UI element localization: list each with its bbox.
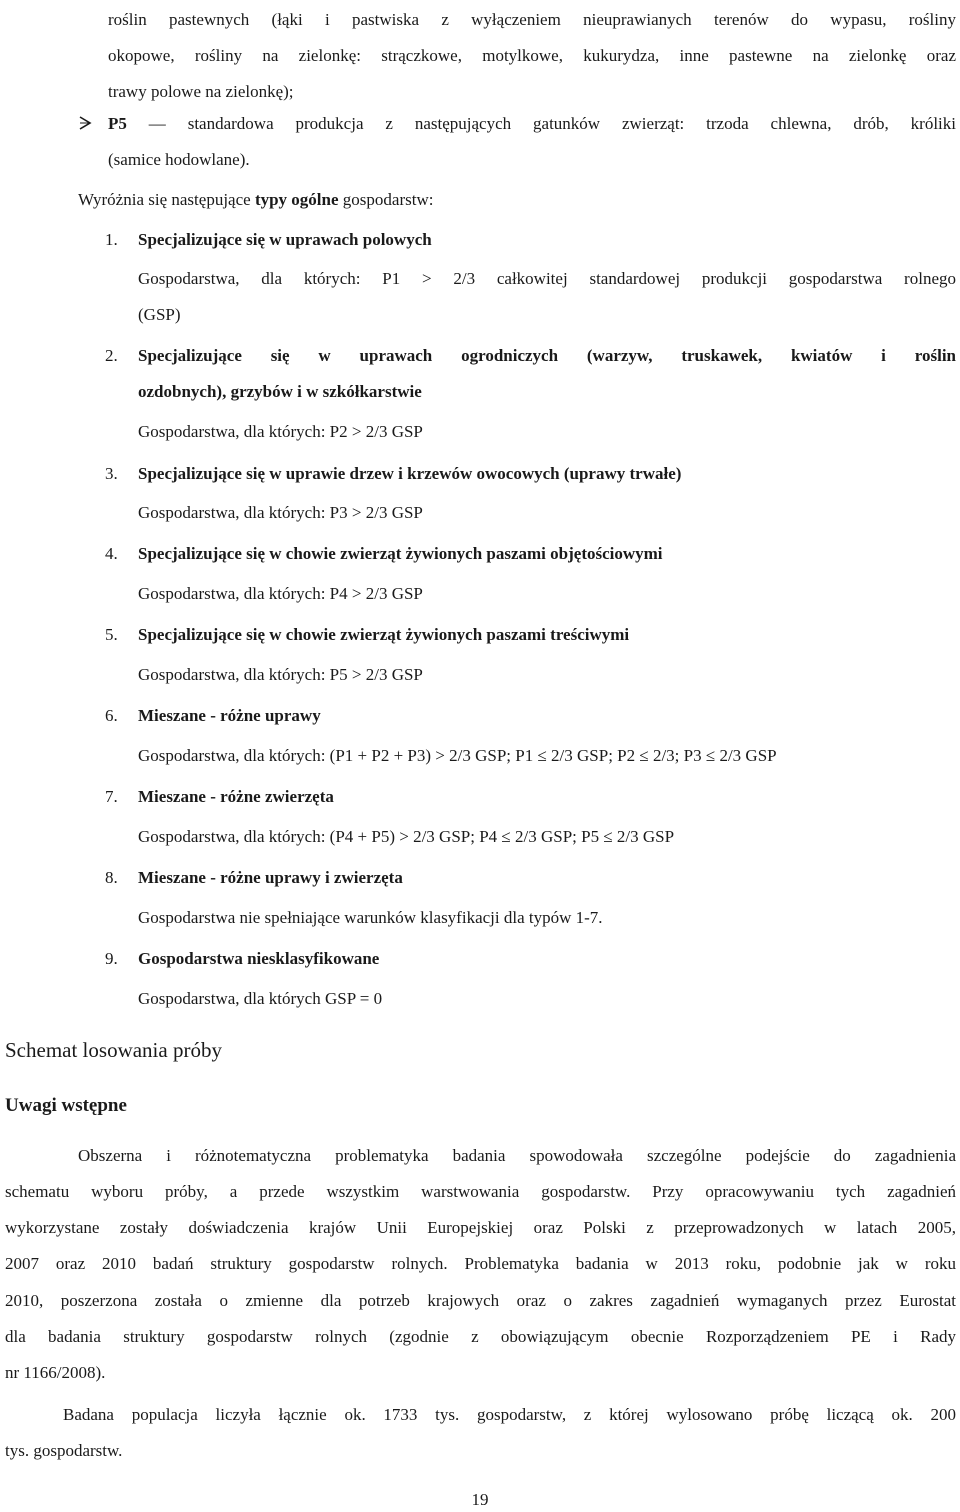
bullet-item-p5	[78, 112, 92, 136]
type-desc: Gospodarstwa, dla których: (P1 + P2 + P3) > 2/3 GSP; P1 ≤ 2/3 GSP; P2 ≤ 2/3; P3 ≤ 2/3 GSP	[138, 746, 777, 765]
type-number: 6.	[105, 706, 118, 725]
intro-line	[78, 188, 433, 212]
subsection-heading: Uwagi wstępne	[5, 1095, 127, 1116]
intro-text: gospodarstw:	[338, 190, 434, 209]
bullet-line	[108, 112, 956, 136]
type-desc: Gospodarstwa, dla których: (P4 + P5) > 2/3 GSP; P4 ≤ 2/3 GSP; P5 ≤ 2/3 GSP	[138, 827, 675, 846]
paragraph-line: dla badania struktury gospodarstw rolnych (zgodnie z obowiązującym obecnie Rozporządzeniem PE i Rady	[5, 1327, 956, 1346]
type-desc: Gospodarstwa, dla których: P4 > 2/3 GSP	[138, 584, 423, 603]
p5-text: — standardowa produkcja z następujących gatunków zwierząt: trzoda chlewna, drób, króliki	[126, 114, 956, 133]
text-line: roślin pastewnych (łąki i pastwiska z wyłączeniem nieuprawianych terenów do wypasu, rośliny	[108, 10, 956, 29]
type-number: 5.	[105, 625, 118, 644]
type-number: 7.	[105, 787, 118, 806]
type-desc: (GSP)	[138, 305, 181, 324]
type-desc: Gospodarstwa, dla których: P5 > 2/3 GSP	[138, 665, 423, 684]
type-title: Specjalizujące się w uprawie drzew i krzewów owocowych (uprawy trwałe)	[138, 464, 682, 483]
section-heading: Schemat losowania próby	[5, 1038, 222, 1062]
type-title: Specjalizujące się w uprawach polowych	[138, 230, 432, 249]
type-title: Specjalizujące się w chowie zwierząt żywionych paszami objętościowymi	[138, 544, 663, 563]
paragraph-line: schematu wyboru próby, a przede wszystkim warstwowania gospodarstw. Przy opracowywaniu tych zagadnień	[5, 1182, 956, 1201]
paragraph-line: wykorzystane zostały doświadczenia krajów Unii Europejskiej oraz Polski z przeprowadzonych w latach 2005,	[5, 1218, 956, 1237]
paragraph-line: 2007 oraz 2010 badań struktury gospodarstw rolnych. Problematyka badania w 2013 roku, podobnie jak w roku	[5, 1254, 956, 1273]
type-title: Mieszane - różne uprawy	[138, 706, 321, 725]
page-number: 19	[471, 1490, 489, 1509]
p5-code: P5	[108, 114, 127, 133]
paragraph-line: Obszerna i różnotematyczna problematyka badania spowodowała szczególne podejście do zagadnienia	[78, 1146, 956, 1165]
paragraph-line: Badana populacja liczyła łącznie ok. 1733 tys. gospodarstw, z której wylosowano próbę liczącą ok. 200	[63, 1405, 956, 1424]
paragraph-line: 2010, poszerzona została o zmienne dla potrzeb krajowych oraz o zakres zagadnień wymaganych przez Eurostat	[5, 1291, 956, 1310]
intro-text: Wyróżnia się następujące	[78, 190, 255, 209]
intro-bold: typy ogólne	[254, 190, 339, 209]
type-number: 4.	[105, 544, 118, 563]
type-number: 3.	[105, 464, 118, 483]
type-number: 1.	[105, 230, 118, 249]
type-title: Specjalizujące się w chowie zwierząt żywionych paszami treściwymi	[138, 625, 630, 644]
text-line: okopowe, rośliny na zielonkę: strączkowe, motylkowe, kukurydza, inne pastewne na zielonkę oraz	[108, 46, 956, 65]
type-number: 9.	[105, 949, 118, 968]
text-line: trawy polowe na zielonkę);	[108, 82, 294, 101]
type-title: Mieszane - różne zwierzęta	[138, 787, 334, 806]
type-desc: Gospodarstwa, dla których: P3 > 2/3 GSP	[138, 503, 423, 522]
paragraph-line: tys. gospodarstw.	[5, 1441, 123, 1460]
type-desc: Gospodarstwa, dla których: P2 > 2/3 GSP	[138, 422, 423, 441]
paragraph-line: nr 1166/2008).	[5, 1363, 106, 1382]
type-title: ozdobnych), grzybów i w szkółkarstwie	[138, 382, 422, 401]
type-desc: Gospodarstwa, dla których: P1 > 2/3 całkowitej standardowej produkcji gospodarstwa rolnego	[138, 269, 956, 288]
type-title: Specjalizujące się w uprawach ogrodniczych (warzyw, truskawek, kwiatów i roślin	[138, 346, 956, 365]
type-title: Gospodarstwa niesklasyfikowane	[138, 949, 380, 968]
type-number: 8.	[105, 868, 118, 887]
text-line: (samice hodowlane).	[108, 150, 250, 169]
type-title: Mieszane - różne uprawy i zwierzęta	[138, 868, 403, 887]
arrow-bullet-icon	[78, 116, 92, 130]
type-desc: Gospodarstwa, dla których GSP = 0	[138, 989, 383, 1008]
type-desc: Gospodarstwa nie spełniające warunków klasyfikacji dla typów 1-7.	[138, 908, 603, 927]
type-number: 2.	[105, 346, 118, 365]
